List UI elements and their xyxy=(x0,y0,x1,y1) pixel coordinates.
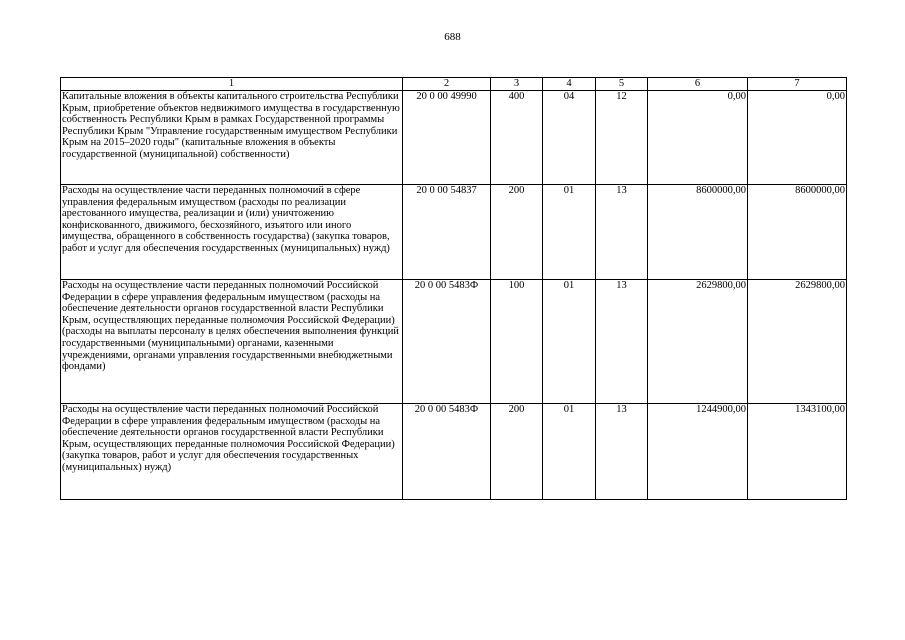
row-description: Расходы на осуществление части переданных полномочий Российской Федерации в сфере управления федеральным имуществом (расходы на обеспечение деятельности органов государственной власти Республики Крым, осуществляющих переданные полномочия Российской Федерации) (расходы на выплаты персоналу в целях обеспечения выполнения функций государственными (муниципальными) органами, казенными учреждениями, органами управления государственными внебюджетными фондами) xyxy=(61,280,403,404)
section-code: 04 xyxy=(543,91,596,185)
table-row xyxy=(61,185,847,280)
column-header: 4 xyxy=(543,78,596,91)
column-header: 5 xyxy=(596,78,648,91)
column-header: 1 xyxy=(61,78,403,91)
row-description: Расходы на осуществление части переданных полномочий в сфере управления федеральным имуществом (расходы по реализации арестованного имущества, реализации и (или) уничтожению конфискованного, движимого, бесхозяйного, изъятого или иного имущества, обращенного в собственность государства) (закупка товаров, работ и услуг для обеспечения государственных (муниципальных) нужд) xyxy=(61,185,403,280)
amount-column-7: 1343100,00 xyxy=(748,404,847,500)
amount-column-7: 8600000,00 xyxy=(748,185,847,280)
section-code: 01 xyxy=(543,404,596,500)
expense-type-code: 400 xyxy=(491,91,543,185)
amount-column-6: 8600000,00 xyxy=(648,185,748,280)
column-header: 3 xyxy=(491,78,543,91)
subsection-code: 12 xyxy=(596,91,648,185)
target-article-code: 20 0 00 5483Ф xyxy=(403,404,491,500)
row-description: Капитальные вложения в объекты капитального строительства Республики Крым, приобретение объектов недвижимого имущества в государственную собственность Республики Крым в рамках Государственной программы Республики Крым "Управление государственным имуществом Республики Крым на 2015–2020 годы" (капитальные вложения в объекты государственной (муниципальной) собственности) xyxy=(61,91,403,185)
target-article-code: 20 0 00 5483Ф xyxy=(403,280,491,404)
amount-column-6: 0,00 xyxy=(648,91,748,185)
row-description: Расходы на осуществление части переданных полномочий Российской Федерации в сфере управления федеральным имуществом (расходы на обеспечение деятельности органов государственной власти Республики Крым, осуществляющих переданные полномочия Российской Федерации) (закупка товаров, работ и услуг для обеспечения государственных (муниципальных) нужд) xyxy=(61,404,403,500)
column-header: 2 xyxy=(403,78,491,91)
section-code: 01 xyxy=(543,280,596,404)
page-number: 688 xyxy=(444,31,461,43)
budget-table xyxy=(60,77,847,500)
table-row xyxy=(61,404,847,500)
table-row xyxy=(61,280,847,404)
expense-type-code: 200 xyxy=(491,185,543,280)
amount-column-7: 0,00 xyxy=(748,91,847,185)
subsection-code: 13 xyxy=(596,280,648,404)
column-header: 7 xyxy=(748,78,847,91)
section-code: 01 xyxy=(543,185,596,280)
table-row xyxy=(61,91,847,185)
target-article-code: 20 0 00 54837 xyxy=(403,185,491,280)
subsection-code: 13 xyxy=(596,404,648,500)
amount-column-6: 1244900,00 xyxy=(648,404,748,500)
amount-column-6: 2629800,00 xyxy=(648,280,748,404)
subsection-code: 13 xyxy=(596,185,648,280)
column-header: 6 xyxy=(648,78,748,91)
expense-type-code: 200 xyxy=(491,404,543,500)
target-article-code: 20 0 00 49990 xyxy=(403,91,491,185)
amount-column-7: 2629800,00 xyxy=(748,280,847,404)
expense-type-code: 100 xyxy=(491,280,543,404)
header-row xyxy=(61,78,847,91)
